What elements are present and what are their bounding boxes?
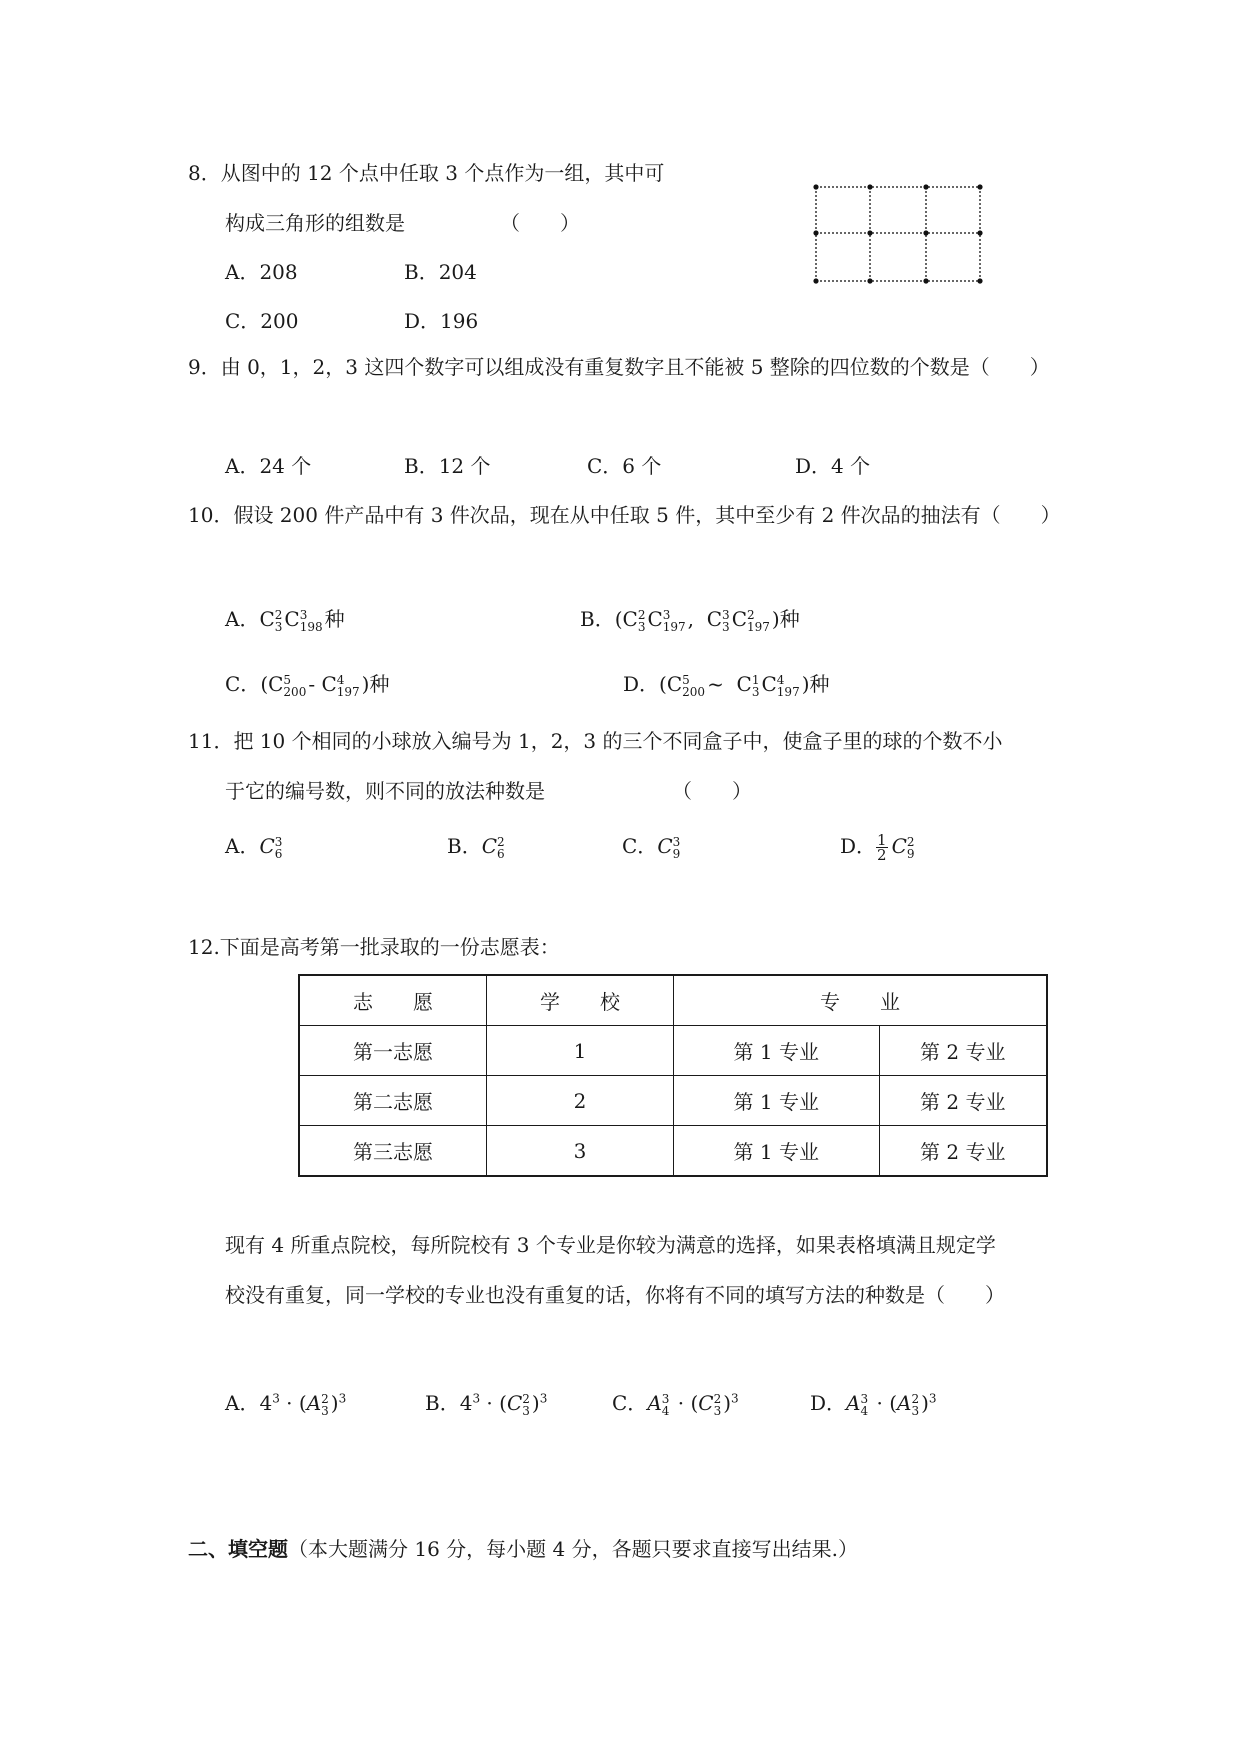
table-cell: 第 2 专业: [879, 1076, 1047, 1126]
header-cell: 学 校: [487, 975, 674, 1026]
q11-stem-line1: 11．把 10 个相同的小球放入编号为 1，2，3 的三个不同盒子中，使盒子里的球的个数不小: [188, 729, 1003, 753]
q10-option-d: D．(C 5 200 ~ C 1 3 C 4 197 )种: [623, 672, 830, 699]
table-cell: 第 2 专业: [879, 1026, 1047, 1076]
q8-stem-line2: 构成三角形的组数是: [225, 211, 405, 235]
q10-stem: 10．假设 200 件产品中有 3 件次品，现在从中任取 5 件，其中至少有 2 件次品的抽法有（ ）: [188, 503, 1061, 527]
q12-stem-line2: 校没有重复，同一学校的专业也没有重复的话，你将有不同的填写方法的种数是（ ）: [225, 1283, 1005, 1307]
section2-title: 二、填空题: [188, 1537, 288, 1561]
table-cell: 1: [487, 1026, 674, 1076]
table-cell: 第 2 专业: [879, 1126, 1047, 1177]
q10-option-b: B．(C 2 3 C 3 197 , C 3 3 C 2 197 )种: [580, 607, 800, 634]
q8-option-b: B．204: [404, 260, 477, 284]
table-row: [299, 1026, 1047, 1076]
dot-grid-figure: [810, 178, 990, 288]
table-cell: 第 1 专业: [674, 1026, 880, 1076]
q12-option-c: C．A 3 4 · (C 2 3 )$^3$: [612, 1391, 739, 1418]
table-row: [299, 1076, 1047, 1126]
table-cell: 第一志愿: [299, 1026, 487, 1076]
q9-option-d: D．4 个: [795, 454, 871, 478]
q10-option-a: A．C 2 3 C 3 198 种: [225, 607, 345, 634]
q11-option-b: B．C 2 6: [447, 834, 505, 861]
volunteer-table: [298, 974, 1048, 1177]
section2-note: （本大题满分 16 分，每小题 4 分，各题只要求直接写出结果.）: [288, 1537, 858, 1561]
q12-option-d: D．A 3 4 · (A 2 3 )$^3$: [810, 1391, 937, 1418]
q11-option-c: C．C 3 9: [622, 834, 681, 861]
q12-option-b: B．$4^3 \cdot (C$ 2 3 )$^3$: [425, 1391, 548, 1418]
q11-stem-line2: 于它的编号数，则不同的放法种数是: [225, 779, 545, 803]
q8-option-a: A．208: [225, 260, 298, 284]
header-cell: 专 业: [674, 975, 1048, 1026]
q9-option-c: C．6 个: [587, 454, 662, 478]
q9-option-a: A．24 个: [225, 454, 312, 478]
q9-option-b: B．12 个: [404, 454, 491, 478]
table-cell: 3: [487, 1126, 674, 1177]
table-cell: 第三志愿: [299, 1126, 487, 1177]
table-cell: 第 1 专业: [674, 1076, 880, 1126]
q9-stem: 9．由 0，1，2，3 这四个数字可以组成没有重复数字且不能被 5 整除的四位数的个数是（ ）: [188, 355, 1050, 379]
table-cell: 第二志愿: [299, 1076, 487, 1126]
header-cell: 志 愿: [299, 975, 487, 1026]
q8-option-c: C．200: [225, 309, 299, 333]
q8-answer-paren: （ ）: [500, 211, 580, 235]
q11-option-d: D． $\frac{1}{2}$ C 2 9: [840, 831, 915, 864]
table-row: [299, 1126, 1047, 1177]
q12-intro: 12.下面是高考第一批录取的一份志愿表：: [188, 935, 560, 959]
q8-option-d: D．196: [404, 309, 479, 333]
q12-option-a: A．$4^3 \cdot (A$ 2 3 )$^3$: [225, 1391, 347, 1418]
q10-option-c: C．(C 5 200 - C 4 197 )种: [225, 672, 390, 699]
q8-stem-line1: 8．从图中的 12 个点中任取 3 个点作为一组，其中可: [188, 161, 665, 185]
q11-option-a: A．C 3 6: [225, 834, 283, 861]
table-cell: 2: [487, 1076, 674, 1126]
section2-heading: [188, 1536, 858, 1562]
table-header-row: [299, 975, 1047, 1026]
q12-stem-line1: 现有 4 所重点院校，每所院校有 3 个专业是你较为满意的选择，如果表格填满且规定学: [225, 1233, 996, 1257]
q11-answer-paren: （ ）: [672, 779, 752, 803]
table-cell: 第 1 专业: [674, 1126, 880, 1177]
